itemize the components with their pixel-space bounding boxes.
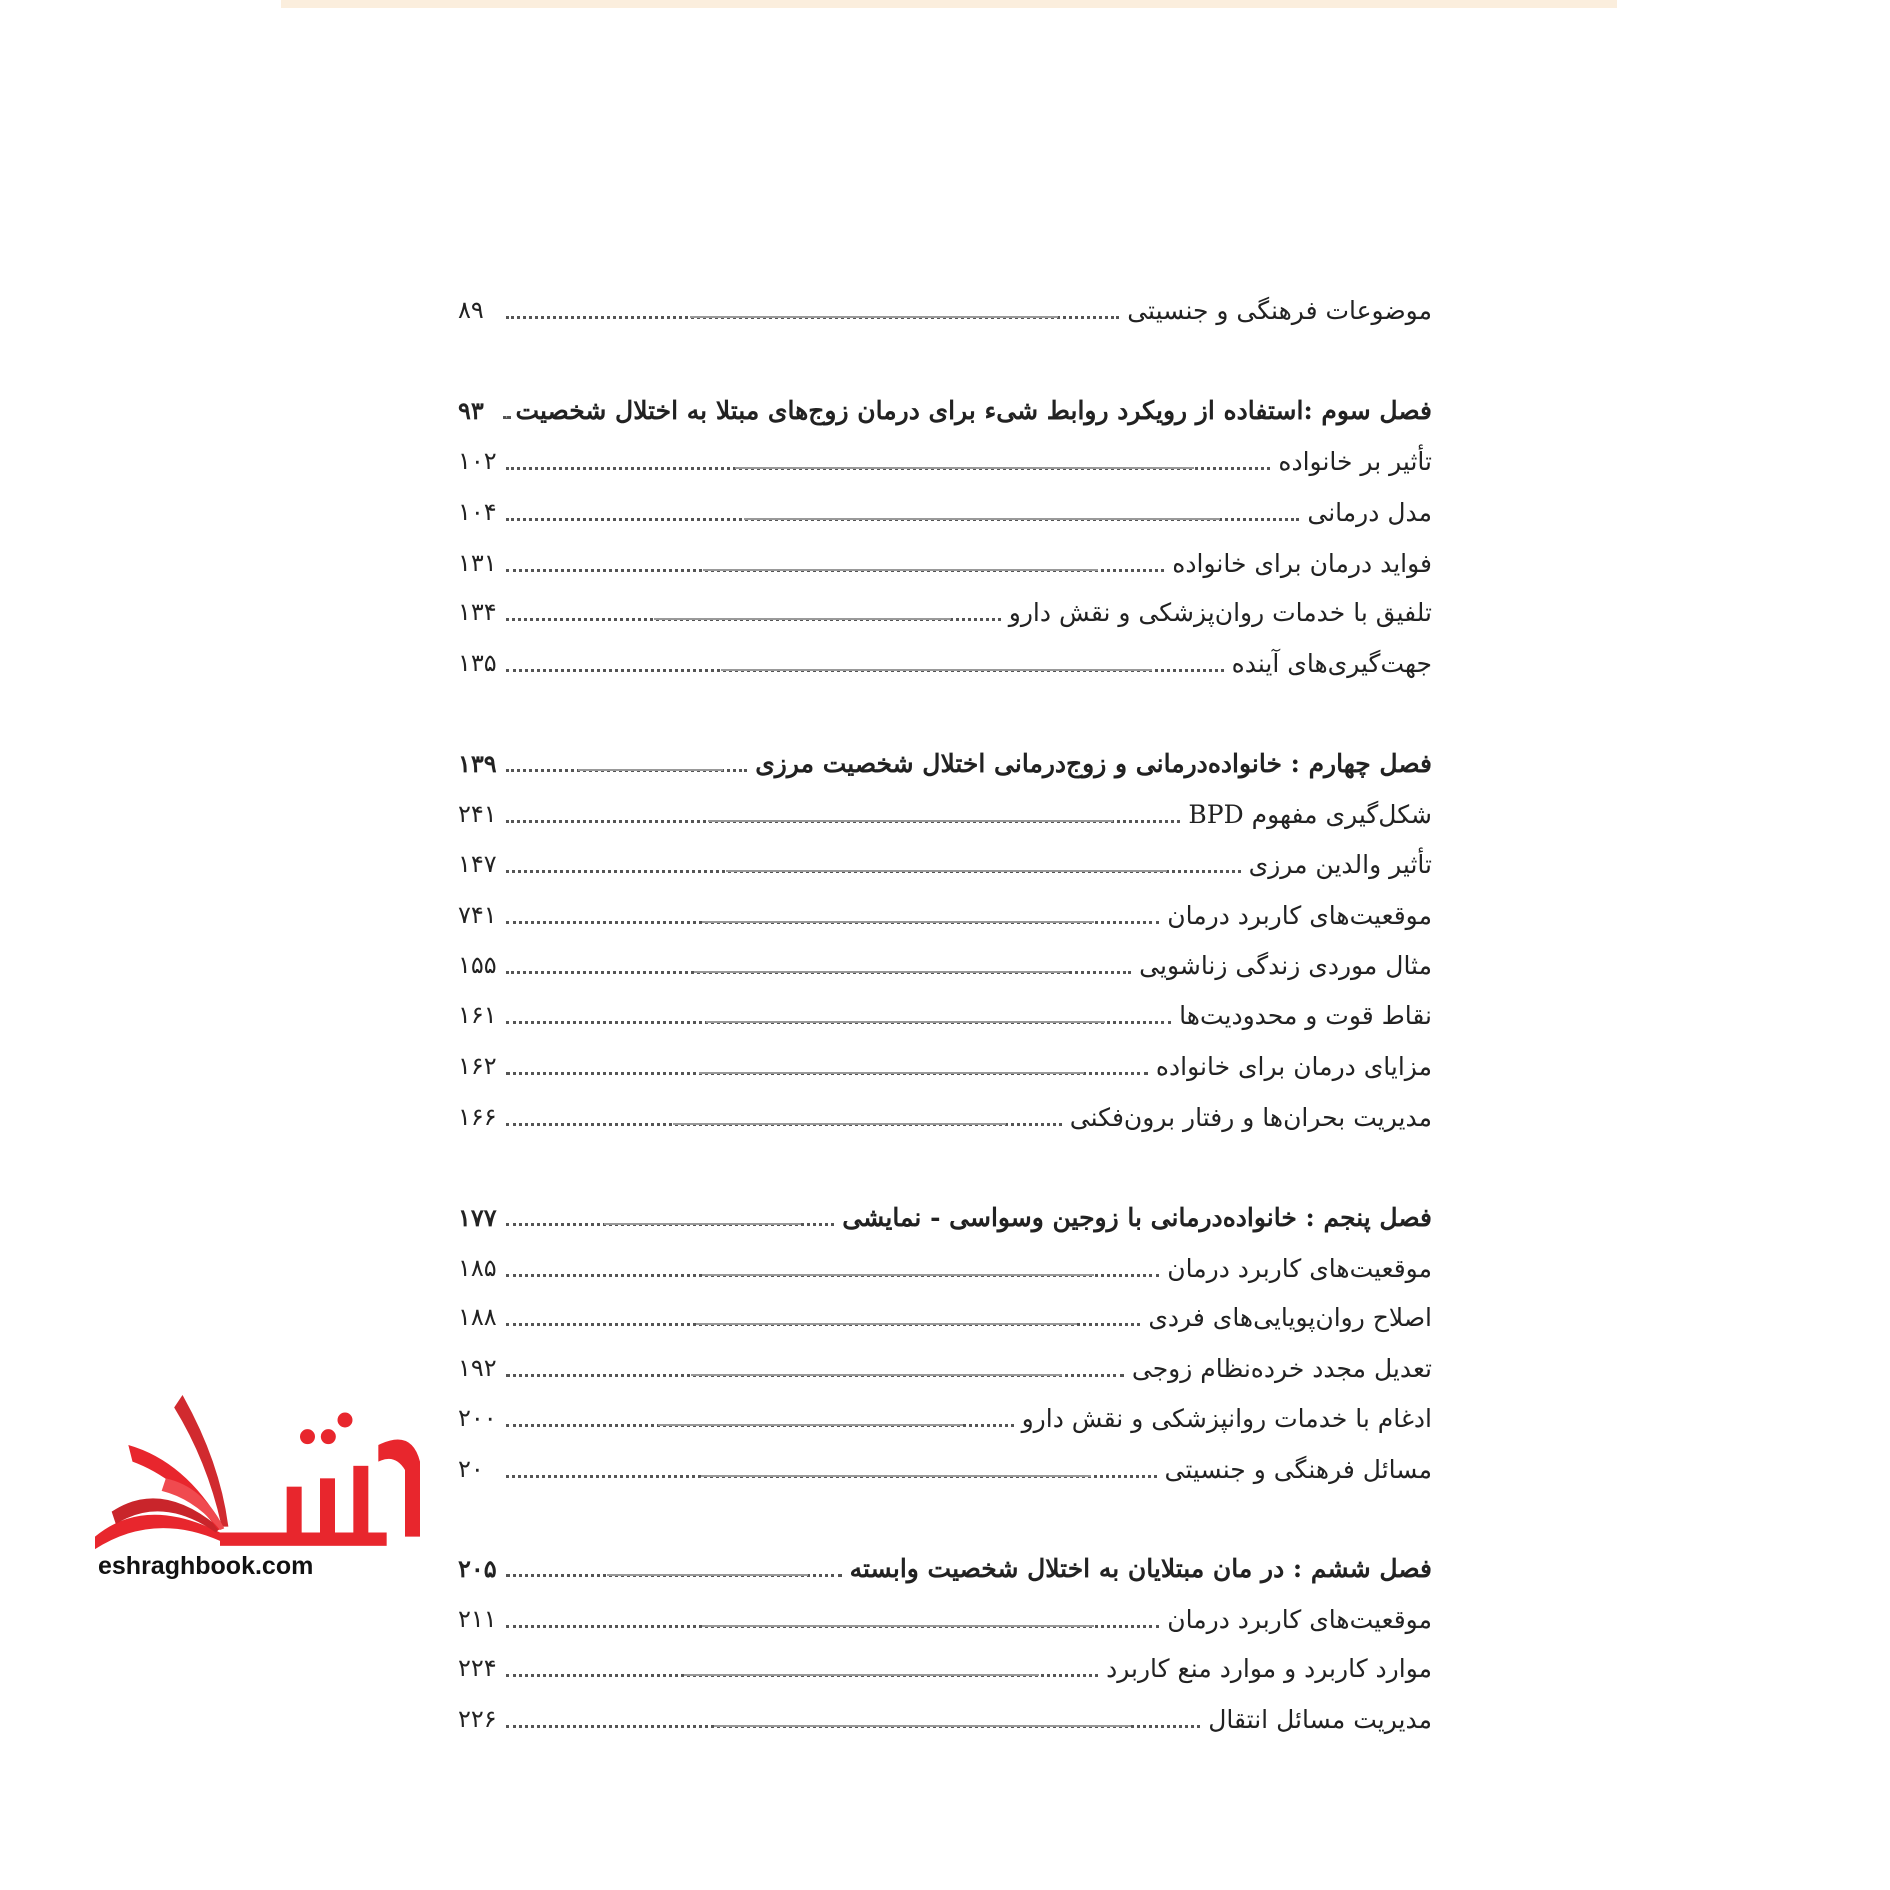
toc-page-number: ۱۵۵: [458, 951, 497, 979]
dot-leader: [506, 1574, 842, 1577]
toc-page-number: ۱۴۷: [458, 850, 497, 878]
toc-entry-title: تعدیل مجدد خرده‌نظام زوجی: [1131, 1353, 1432, 1383]
toc-chapter-entry: [458, 390, 1432, 430]
toc-chapter-entry: [458, 743, 1432, 783]
toc-page-number: ۲۰۵: [458, 1553, 497, 1583]
toc-entry-title: نقاط قوت و محدودیت‌ها: [1179, 1000, 1432, 1030]
toc-page-number: ۱۰۲: [458, 447, 497, 475]
dot-leader: [506, 1475, 1157, 1478]
toc-page-number: ۱۳۱: [458, 549, 497, 577]
dot-leader: [506, 316, 1119, 319]
toc-entry-title: موضوعات فرهنگی و جنسیتی: [1127, 295, 1432, 325]
dot-leader: [506, 820, 1180, 823]
toc-page-number: ۸۹: [458, 296, 484, 324]
toc-page-number: ۱۳۵: [458, 649, 497, 677]
toc-entry-title: مثال موردی زندگی زناشویی: [1139, 950, 1432, 980]
toc-entry: [458, 895, 1432, 935]
toc-entry: [458, 592, 1432, 632]
toc-page-number: ۲۴۱: [458, 800, 497, 828]
dot-leader: [506, 769, 747, 772]
dot-leader: [506, 669, 1224, 672]
dot-leader: [506, 618, 1001, 621]
toc-entry-title: مدل درمانی: [1307, 497, 1432, 527]
toc-entry: [458, 1449, 1432, 1489]
toc-entry: [458, 844, 1432, 884]
toc-entry-title: موقعیت‌های کاربرد درمان: [1167, 1604, 1432, 1634]
toc-entry-title: تأثیر بر خانواده: [1278, 446, 1432, 476]
toc-page-number: ۱۳۴: [458, 598, 497, 626]
toc-entry: [458, 1297, 1432, 1337]
toc-entry: [458, 1648, 1432, 1688]
dot-leader: [506, 1625, 1159, 1628]
toc-page-number: ۱۷۷: [458, 1202, 497, 1232]
toc-page-number: ۲۲۶: [458, 1705, 497, 1733]
dot-leader: [506, 1021, 1171, 1024]
toc-page-number: ۱۳۹: [458, 748, 497, 778]
toc-page-number: ۱۶۲: [458, 1052, 497, 1080]
toc-page-number: ۹۳: [458, 395, 484, 425]
dot-leader: [506, 518, 1299, 521]
dot-leader: [506, 1323, 1140, 1326]
toc-entry-title: تلفیق با خدمات روان‌پزشکی و نقش دارو: [1008, 597, 1432, 627]
toc-page-number: ۱۰۴: [458, 498, 497, 526]
dot-leader: [506, 1725, 1200, 1728]
toc-entry-title: مسائل فرهنگی و جنسیتی: [1164, 1454, 1432, 1484]
dot-leader: [506, 1674, 1098, 1677]
toc-entry-title: موقعیت‌های کاربرد درمان: [1167, 1253, 1432, 1283]
toc-entry: [458, 1348, 1432, 1388]
dot-leader: [506, 1374, 1124, 1377]
toc-page-number: ۲۰: [458, 1455, 484, 1483]
toc-entry-title: مدیریت بحران‌ها و رفتار برون‌فکنی: [1069, 1102, 1432, 1132]
toc-entry-title: مزایای درمان برای خانواده: [1155, 1051, 1432, 1081]
toc-page-number: ۱۸۸: [458, 1303, 497, 1331]
toc-entry: [458, 1599, 1432, 1639]
toc-chapter-entry: [458, 1197, 1432, 1237]
toc-page-number: ۱۶۶: [458, 1103, 497, 1131]
dot-leader: [506, 1223, 834, 1226]
toc-page-number: ۱۹۲: [458, 1354, 497, 1382]
toc-entry-title: ادغام با خدمات روانپزشکی و نقش دارو: [1021, 1403, 1432, 1433]
toc-page-number: ۲۲۴: [458, 1654, 497, 1682]
toc-entry: [458, 794, 1432, 834]
toc-entry: [458, 1097, 1432, 1137]
toc-entry: [458, 290, 1432, 330]
toc-page-number: ۲۱۱: [458, 1605, 497, 1633]
toc-page-number: ۱۸۵: [458, 1254, 497, 1282]
toc-entry-title: فصل ششم : در مان مبتلایان به اختلال شخصیت وابسته: [849, 1553, 1432, 1583]
toc-entry-title: مدیریت مسائل انتقال: [1208, 1704, 1432, 1734]
dot-leader: [506, 1424, 1014, 1427]
toc-entry-title: موقعیت‌های کاربرد درمان: [1167, 900, 1432, 930]
toc-entry-title: شکل‌گیری مفهوم BPD: [1188, 799, 1432, 829]
toc-entry-title: جهت‌گیری‌های آینده: [1231, 648, 1432, 678]
toc-entry-title: موارد کاربرد و موارد منع کاربرد: [1106, 1653, 1432, 1683]
watermark-url: eshraghbook.com: [98, 1552, 314, 1580]
dot-leader: [506, 1072, 1148, 1075]
toc-entry: [458, 1248, 1432, 1288]
toc-entry-title: فصل چهارم : خانواده‌درمانی و زوج‌درمانی اختلال شخصیت مرزی: [755, 748, 1432, 778]
toc-entry: [458, 643, 1432, 683]
dot-leader: [506, 1274, 1159, 1277]
toc-entry: [458, 995, 1432, 1035]
dot-leader: [506, 467, 1270, 470]
toc-page-number: ۷۴۱: [458, 901, 497, 929]
toc-page-number: ۲۰۰: [458, 1404, 497, 1432]
dot-leader: [506, 971, 1131, 974]
toc-page-number: ۱۶۱: [458, 1001, 497, 1029]
toc-entry: [458, 945, 1432, 985]
toc-entry: [458, 1046, 1432, 1086]
toc-entry-title: فصل سوم :استفاده از رویکرد روابط شیء برای درمان زوج‌های مبتلا به اختلال شخصیت: [515, 395, 1432, 425]
toc-entry-title: تأثیر والدین مرزی: [1248, 849, 1432, 879]
dot-leader: [506, 1123, 1062, 1126]
toc-chapter-entry: [458, 1548, 1432, 1588]
toc-entry: [458, 1398, 1432, 1438]
dot-leader: [506, 569, 1164, 572]
dot-leader: [506, 416, 507, 419]
toc-entry: [458, 492, 1432, 532]
toc-entry-title: اصلاح روان‌پویایی‌های فردی: [1148, 1302, 1432, 1332]
toc-entry: [458, 1699, 1432, 1739]
toc-entry: [458, 543, 1432, 583]
toc-entry-title: فواید درمان برای خانواده: [1172, 548, 1432, 578]
dot-leader: [506, 921, 1159, 924]
toc-entry-title: فصل پنجم : خانواده‌درمانی با زوجین وسواسی - نمایشی: [842, 1202, 1432, 1232]
toc-entry: [458, 441, 1432, 481]
dot-leader: [506, 870, 1241, 873]
